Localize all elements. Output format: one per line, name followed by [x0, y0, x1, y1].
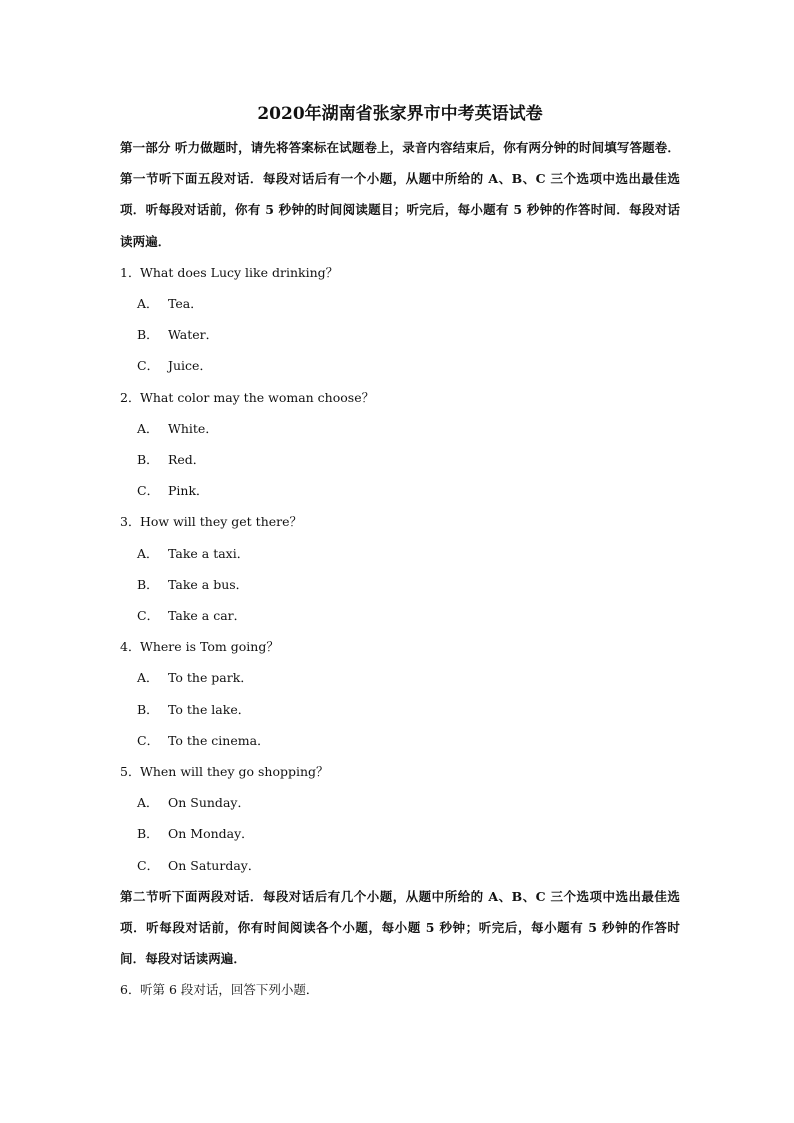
option-text: Take a car． [168, 608, 247, 624]
option-letter: C． [137, 358, 160, 374]
exam-page [120, 100, 680, 1006]
option-text: Juice． [168, 358, 212, 374]
part2-instruction: 第二节听下面两段对话．每段对话后有几个小题，从题中所给的 A、B、C 三个选项中选出最佳选项．听每段对话前，你有时间阅读各个小题，每小题 5 秒钟；听完后，每小题有 5 秒钟的作答时间．每段对话读两遍． [120, 888, 680, 967]
answer-option [120, 288, 680, 319]
answer-option [120, 694, 680, 725]
answer-option [120, 319, 680, 350]
question-text: When will they go shopping？ [140, 764, 329, 780]
answer-option [120, 662, 680, 693]
question-number: 4． [120, 639, 141, 655]
option-letter: B． [137, 452, 159, 468]
option-letter: B． [137, 826, 159, 842]
question-number: 5． [120, 764, 141, 780]
option-text: Take a bus． [168, 576, 249, 592]
question-text: Where is Tom going？ [140, 639, 279, 655]
answer-option [120, 569, 680, 600]
part1-instruction: 第一部分 听力做题时，请先将答案标在试题卷上，录音内容结束后，你有两分钟的时间填写答题卷．第一节听下面五段对话．每段对话后有一个小题，从题中所给的 A、B、C 三个选项中选出最佳选项．听每段对话前，你有 5 秒钟的时间阅读题目；听完后，每小题有 5 秒钟的作答时间．每段对话读两遍． [120, 140, 680, 249]
option-list [120, 413, 680, 507]
option-letter: B． [137, 576, 159, 592]
question-1 [120, 257, 680, 288]
option-text: To the park． [168, 670, 253, 686]
option-letter: A． [137, 545, 159, 561]
question-number: 2． [120, 389, 141, 405]
question-text: What does Lucy like drinking？ [140, 264, 339, 280]
answer-option [120, 475, 680, 506]
question-4 [120, 631, 680, 662]
option-text: Pink． [168, 483, 209, 499]
question-2 [120, 382, 680, 413]
answer-option [120, 818, 680, 849]
answer-option [120, 787, 680, 818]
option-letter: C． [137, 857, 160, 873]
question-number: 6． [120, 982, 141, 998]
answer-option [120, 850, 680, 881]
question-3 [120, 506, 680, 537]
answer-option [120, 350, 680, 381]
option-text: Tea． [168, 296, 203, 312]
option-letter: B． [137, 701, 159, 717]
option-letter: C． [137, 483, 160, 499]
option-text: White． [168, 420, 218, 436]
option-letter: B． [137, 327, 159, 343]
option-text: Take a taxi． [168, 545, 250, 561]
option-text: Water． [168, 327, 219, 343]
question-number: 1． [120, 264, 141, 280]
option-list [120, 538, 680, 632]
option-text: On Sunday． [168, 795, 250, 811]
answer-option [120, 413, 680, 444]
option-list [120, 662, 680, 756]
question-text: What color may the woman choose？ [140, 389, 375, 405]
question-text: How will they get there？ [140, 514, 303, 530]
option-text: On Monday． [168, 826, 254, 842]
option-text: To the cinema． [168, 732, 270, 748]
answer-option [120, 725, 680, 756]
option-text: On Saturday． [168, 857, 261, 873]
option-letter: A． [137, 420, 159, 436]
option-text: Red． [168, 452, 206, 468]
option-letter: C． [137, 608, 160, 624]
option-text: To the lake． [168, 701, 251, 717]
question-number: 3． [120, 514, 141, 530]
question-list [120, 257, 680, 881]
answer-option [120, 444, 680, 475]
option-letter: A． [137, 670, 159, 686]
answer-option [120, 600, 680, 631]
option-list [120, 288, 680, 382]
page-title: 2020年湖南省张家界市中考英语试卷 [257, 104, 543, 124]
question-6 [120, 974, 680, 1005]
option-letter: A． [137, 296, 159, 312]
question-text: 听第 6 段对话，回答下列小题． [140, 982, 319, 998]
question-5 [120, 756, 680, 787]
option-letter: C． [137, 732, 160, 748]
answer-option [120, 538, 680, 569]
option-list [120, 787, 680, 881]
option-letter: A． [137, 795, 159, 811]
